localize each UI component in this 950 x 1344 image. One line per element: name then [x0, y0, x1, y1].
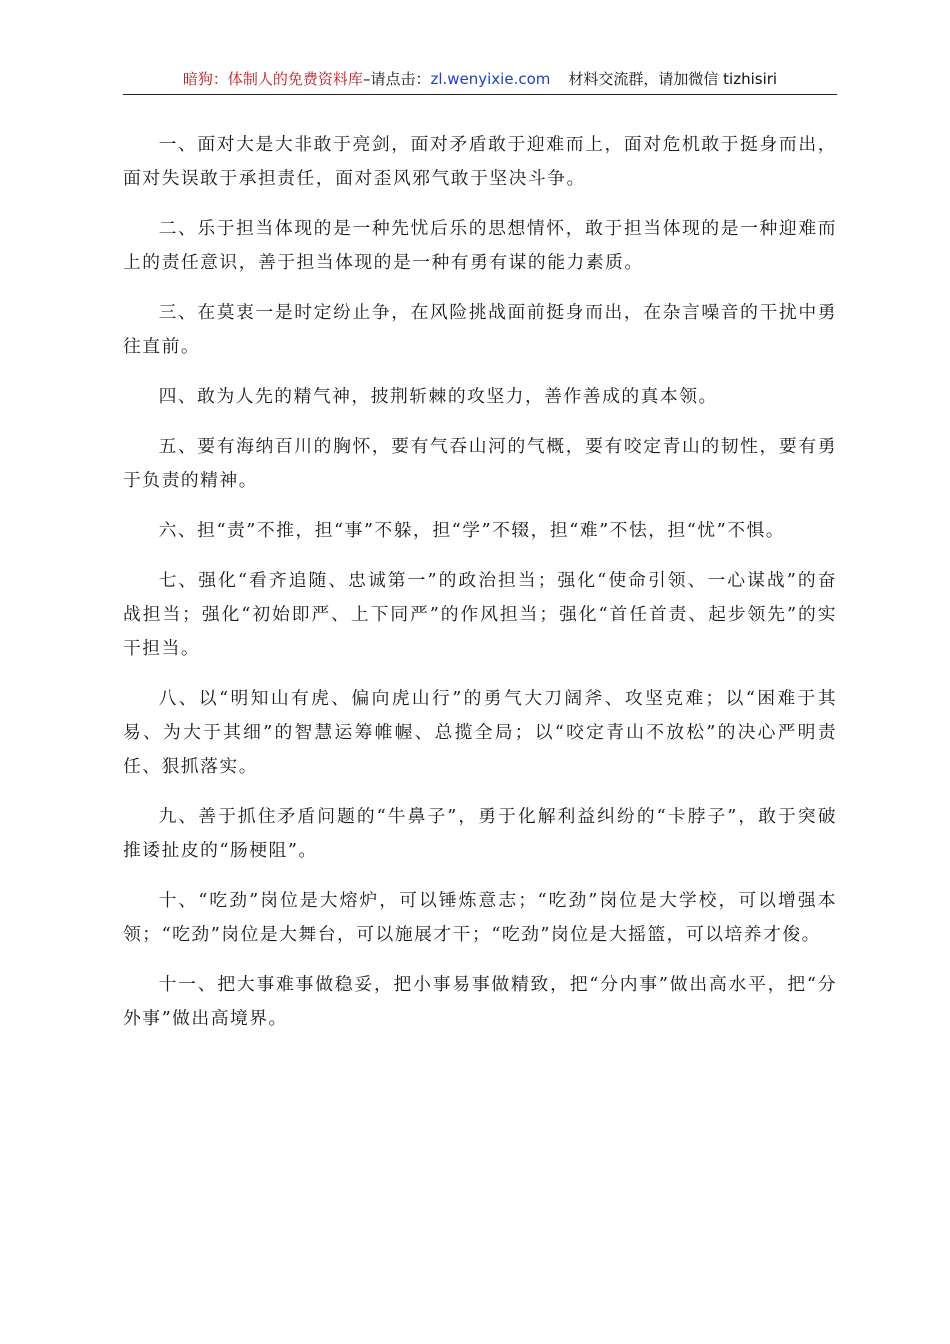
header-link[interactable]: zl.wenyixie.com — [430, 70, 551, 88]
header-group-text: 材料交流群，请加微信 tizhisiri — [568, 70, 778, 88]
paragraph-11: 十一、把大事难事做稳妥，把小事易事做精致，把“分内事”做出高水平，把“分外事”做出高境界。 — [123, 974, 837, 1029]
header-site-name: 暗狗：体制人的免费资料库 — [182, 70, 363, 88]
paragraph-9: 九、善于抓住矛盾问题的“牛鼻子”，勇于化解利益纠纷的“卡脖子”，敢于突破推诿扯皮的“肠梗阻”。 — [123, 806, 837, 861]
page-header — [123, 66, 837, 95]
paragraph-6: 六、担“责”不推，担“事”不躲，担“学”不辍，担“难”不怯，担“忧”不惧。 — [158, 520, 786, 541]
paragraph-2: 二、乐于担当体现的是一种先忧后乐的思想情怀，敢于担当体现的是一种迎难而上的责任意识，善于担当体现的是一种有勇有谋的能力素质。 — [123, 218, 837, 273]
paragraph-7: 七、强化“看齐追随、忠诚第一”的政治担当；强化“使命引领、一心谋战”的奋战担当；强化“初始即严、上下同严”的作风担当；强化“首任首责、起步领先”的实干担当。 — [123, 570, 837, 659]
paragraph-1: 一、面对大是大非敢于亮剑，面对矛盾敢于迎难而上，面对危机敢于挺身而出，面对失误敢于承担责任，面对歪风邪气敢于坚决斗争。 — [123, 134, 837, 189]
paragraph-5: 五、要有海纳百川的胸怀，要有气吞山河的气概，要有咬定青山的韧性，要有勇于负责的精神。 — [123, 436, 837, 491]
paragraph-8: 八、以“明知山有虎、偏向虎山行”的勇气大刀阔斧、攻坚克难；以“困难于其易、为大于其细”的智慧运筹帷幄、总揽全局；以“咬定青山不放松”的决心严明责任、狠抓落实。 — [123, 688, 837, 777]
header-click-prompt: –请点击： — [362, 70, 431, 88]
paragraph-3: 三、在莫衷一是时定纷止争，在风险挑战面前挺身而出，在杂言噪音的干扰中勇往直前。 — [123, 302, 837, 357]
paragraph-4: 四、敢为人先的精气神，披荆斩棘的攻坚力，善作善成的真本领。 — [158, 386, 718, 407]
document-body — [123, 128, 837, 1052]
paragraph-10: 十、“吃劲”岗位是大熔炉，可以锤炼意志；“吃劲”岗位是大学校，可以增强本领；“吃劲”岗位是大舞台，可以施展才干；“吃劲”岗位是大摇篮，可以培养才俊。 — [123, 890, 837, 945]
